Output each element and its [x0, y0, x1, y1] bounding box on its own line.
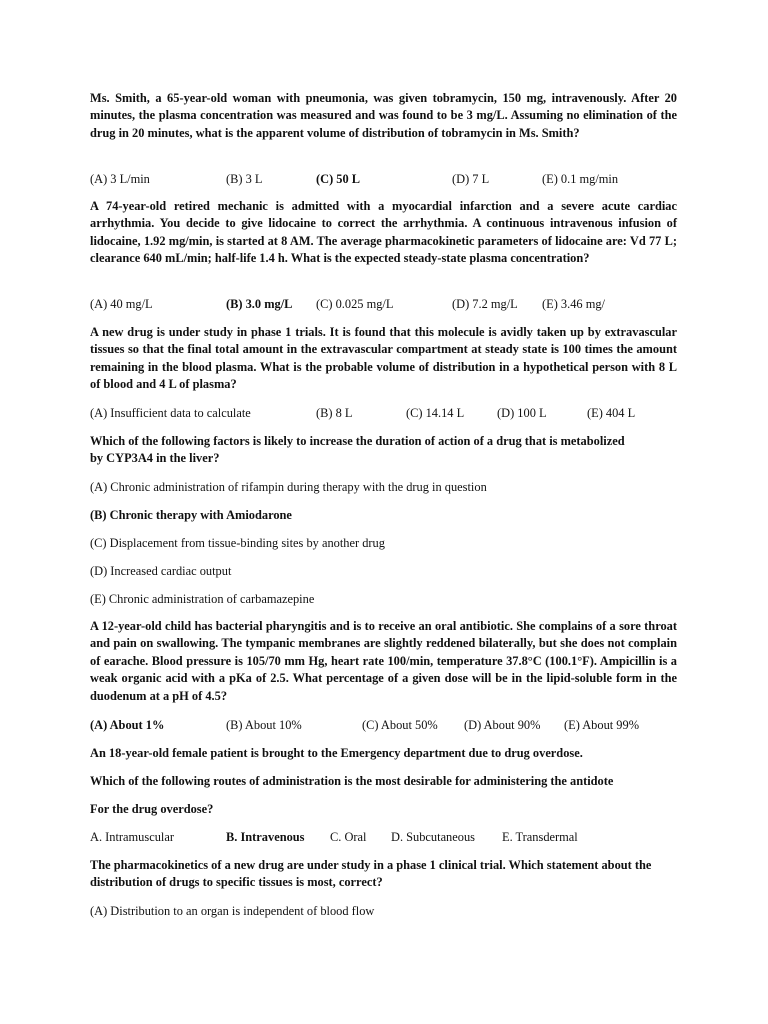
q4-option-d: (D) Increased cardiac output: [90, 564, 232, 578]
q5-option-c: (C) About 50%: [362, 718, 438, 732]
q1-option-a: (A) 3 L/min: [90, 172, 150, 186]
q3-option-e: (E) 404 L: [587, 406, 636, 420]
q5-option-d: (D) About 90%: [464, 718, 541, 732]
q2-option-d: (D) 7.2 mg/L: [452, 297, 518, 311]
q5-option-e: (E) About 99%: [564, 718, 640, 732]
q4-option-b-answer: (B) Chronic therapy with Amiodarone: [90, 508, 292, 522]
question-1-stem: Ms. Smith, a 65-year-old woman with pneumonia, was given tobramycin, 150 mg, intravenously. After 20 minutes, the plasma concentration was measured and was found to be 3 mg/L. Assuming no elimination of the drug in 20 minutes, what is the apparent volume of distribution of tobramycin in Ms. Smith?: [90, 91, 677, 140]
q3-option-b: (B) 8 L: [316, 406, 353, 420]
q3-option-d: (D) 100 L: [497, 406, 547, 420]
q6-option-a: A. Intramuscular: [90, 830, 174, 844]
question-7-stem: The pharmacokinetics of a new drug are under study in a phase 1 clinical trial. Which statement about the distribution of drugs to specific tissues is most, correct?: [90, 858, 652, 890]
q6-option-b-answer: B. Intravenous: [226, 830, 305, 844]
q1-option-e: (E) 0.1 mg/min: [542, 172, 619, 186]
question-6-intro: An 18-year-old female patient is brought to the Emergency department due to drug overdose.: [90, 746, 583, 760]
question-4-stem: Which of the following factors is likely to increase the duration of action of a drug that is metabolized by CYP3A4 in the liver?: [90, 434, 625, 466]
q3-option-a: (A) Insufficient data to calculate: [90, 406, 251, 420]
q4-option-c: (C) Displacement from tissue-binding sites by another drug: [90, 536, 385, 550]
q5-option-a-answer: (A) About 1%: [90, 718, 165, 732]
question-6-stem: Which of the following routes of administration is the most desirable for administering the antidote: [90, 774, 614, 788]
q4-option-a: (A) Chronic administration of rifampin during therapy with the drug in question: [90, 480, 487, 494]
q2-option-a: (A) 40 mg/L: [90, 297, 153, 311]
q1-option-d: (D) 7 L: [452, 172, 490, 186]
q3-option-c: (C) 14.14 L: [406, 406, 465, 420]
question-2-stem: A 74-year-old retired mechanic is admitted with a myocardial infarction and a severe acute cardiac arrhythmia. You decide to give lidocaine to correct the arrhythmia. A continuous intravenous infusion of lidocaine, 1.92 mg/min, is started at 8 AM. The average pharmacokinetic parameters of lidocaine are: Vd 77 L; clearance 640 mL/min; half-life 1.4 h. What is the expected steady-state plasma concentration?: [90, 199, 677, 266]
question-5-stem: A 12-year-old child has bacterial pharyngitis and is to receive an oral antibiotic. She complains of a sore throat and pain on swallowing. The tympanic membranes are slightly reddened bilaterally, but she does not complain of earache. Blood pressure is 105/70 mm Hg, heart rate 100/min, temperature 37.8°C (100.1°F). Ampicillin is a weak organic acid with a pKa of 2.5. What percentage of a given dose will be in the lipid-soluble form in the duodenum at a pH of 4.5?: [90, 619, 677, 703]
q2-option-c: (C) 0.025 mg/L: [316, 297, 394, 311]
q4-option-e: (E) Chronic administration of carbamazepine: [90, 592, 315, 606]
q6-option-d: D. Subcutaneous: [391, 830, 475, 844]
q1-option-b: (B) 3 L: [226, 172, 263, 186]
question-3-stem: A new drug is under study in phase 1 trials. It is found that this molecule is avidly taken up by extravascular tissues so that the final total amount in the extravascular compartment at steady state is 100 times the amount remaining in the blood plasma. What is the probable volume of distribution in a hypothetical person with 8 L of blood and 4 L of plasma?: [90, 325, 677, 392]
q5-option-b: (B) About 10%: [226, 718, 302, 732]
q2-option-b-answer: (B) 3.0 mg/L: [226, 297, 293, 311]
q1-option-c-answer: (C) 50 L: [316, 172, 361, 186]
q6-option-e: E. Transdermal: [502, 830, 578, 844]
q7-option-a: (A) Distribution to an organ is independent of blood flow: [90, 904, 375, 918]
q2-option-e: (E) 3.46 mg/: [542, 297, 605, 311]
q6-option-c: C. Oral: [330, 830, 367, 844]
question-6-stem-continued: For the drug overdose?: [90, 802, 214, 816]
